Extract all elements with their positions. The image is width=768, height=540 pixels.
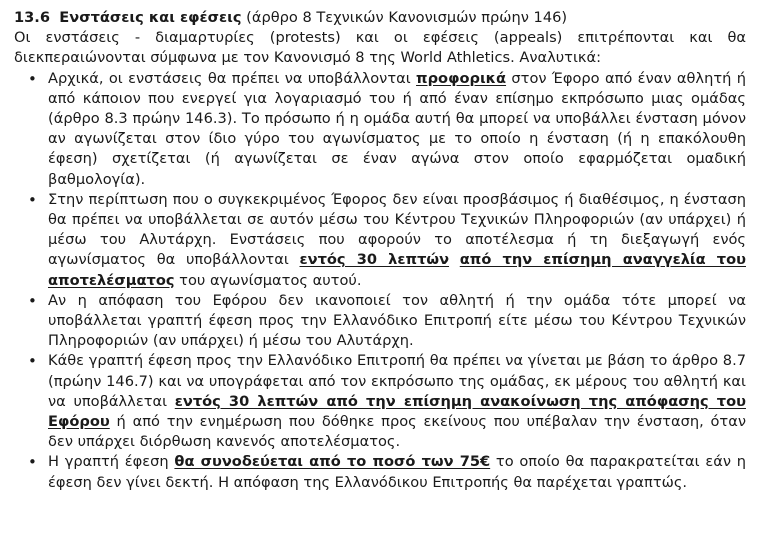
list-item — [48, 452, 746, 492]
list-item — [48, 69, 746, 190]
list-item-text: Αν η απόφαση του Εφόρου δεν ικανοποιεί τον αθλητή ή την ομάδα τότε μπορεί να υποβάλλεται γραπτή έφεση προς την Ελλανόδικο Επιτροπή είτε μέσω του Κέντρου Τεχνικών Πληροφοριών (αν υπάρχει) ή μέσω του Αλυτάρχη. — [48, 291, 746, 350]
emphasis-text: από την επίσημη αναγγελία του αποτελέσματος — [48, 251, 746, 289]
emphasis-text: εντός 30 λεπτών από την επίσημη ανακοίνωση της απόφασης του Εφόρου — [48, 392, 746, 431]
emphasis-text: θα συνοδεύεται από το ποσό των 75€ — [174, 453, 491, 471]
list-item-text: Η γραπτή έφεση — [48, 453, 175, 471]
section-title: Ενστάσεις και εφέσεις — [59, 9, 242, 26]
list-item-text: του αγωνίσματος αυτού. — [174, 271, 362, 289]
list-item — [48, 291, 746, 352]
emphasis-text: προφορικά — [416, 69, 507, 87]
list-item — [48, 351, 746, 452]
list-item-text — [449, 251, 460, 268]
list-item — [48, 190, 746, 291]
section-number: 13.6 — [14, 9, 51, 26]
list-item-text: Αρχικά, οι ενστάσεις θα πρέπει να υποβάλλονται — [48, 69, 417, 87]
intro-paragraph: Οι ενστάσεις - διαμαρτυρίες (protests) και οι εφέσεις (appeals) επιτρέπονται και θα διεκπεραιώνονται σύμφωνα με τον Κανονισμό 8 της World Athletics. Αναλυτικά: — [14, 29, 746, 67]
emphasis-text: εντός 30 λεπτών — [299, 251, 450, 269]
list-item-text: Κάθε γραπτή έφεση προς την Ελλανόδικο Επιτροπή θα πρέπει να γίνεται με βάση το άρθρο 8.7 (πρώην 146.7) και να υπογράφεται από τον εκπρόσωπο της ομάδας, εκ μέρους του αθλητή και να υποβάλλεται — [48, 352, 746, 410]
list-item-text: Στην περίπτωση που ο συγκεκριμένος Έφορος δεν είναι προσβάσιμος ή διαθέσιμος, η ένσταση θα πρέπει να υποβάλλεται σε αυτόν μέσω του Κέντρου Τεχνικών Πληροφοριών (αν υπάρχει) ή μέσω του Αλυτάρχη. Ενστάσεις που αφορούν το αποτέλεσμα ή τη διεξαγωγή ενός αγωνίσματος θα υποβάλλονται — [48, 190, 746, 269]
list-item-text: το οποίο θα παρακρατείται εάν η έφεση δεν γίνει δεκτή. Η απόφαση της Ελλανόδικου Επιτροπής θα παρέχεται γραπτώς. — [48, 453, 746, 491]
section-heading — [14, 8, 746, 28]
list-item-text: ή από την ενημέρωση που δόθηκε προς εκείνους που υπέβαλαν την ένσταση, όταν δεν υπάρχει διόρθωση κανενός αποτελέσματος. — [48, 413, 746, 451]
list-item-text: στον Έφορο από έναν αθλητή ή από κάποιον που ενεργεί για λογαριασμό του ή από έναν επίσημο εκπρόσωπο μιας ομάδας (άρθρο 8.3 πρώην 146.3). Το πρόσωπο ή η ομάδα αυτή θα μπορεί να υποβάλλει ένσταση μόνον αν αγωνίζεται στον ίδιο γύρο του αγωνίσματος με το οποίο η ένσταση (ή η επακόλουθη έφεση) σχετίζεται (ή αγωνίζεται σε έναν αγώνα στον οποίο εφαρμόζεται ομαδική βαθμολογία). — [48, 69, 746, 188]
section-subtitle: (άρθρο 8 Τεχνικών Κανονισμών πρώην 146) — [246, 9, 568, 26]
rules-list — [14, 69, 746, 493]
